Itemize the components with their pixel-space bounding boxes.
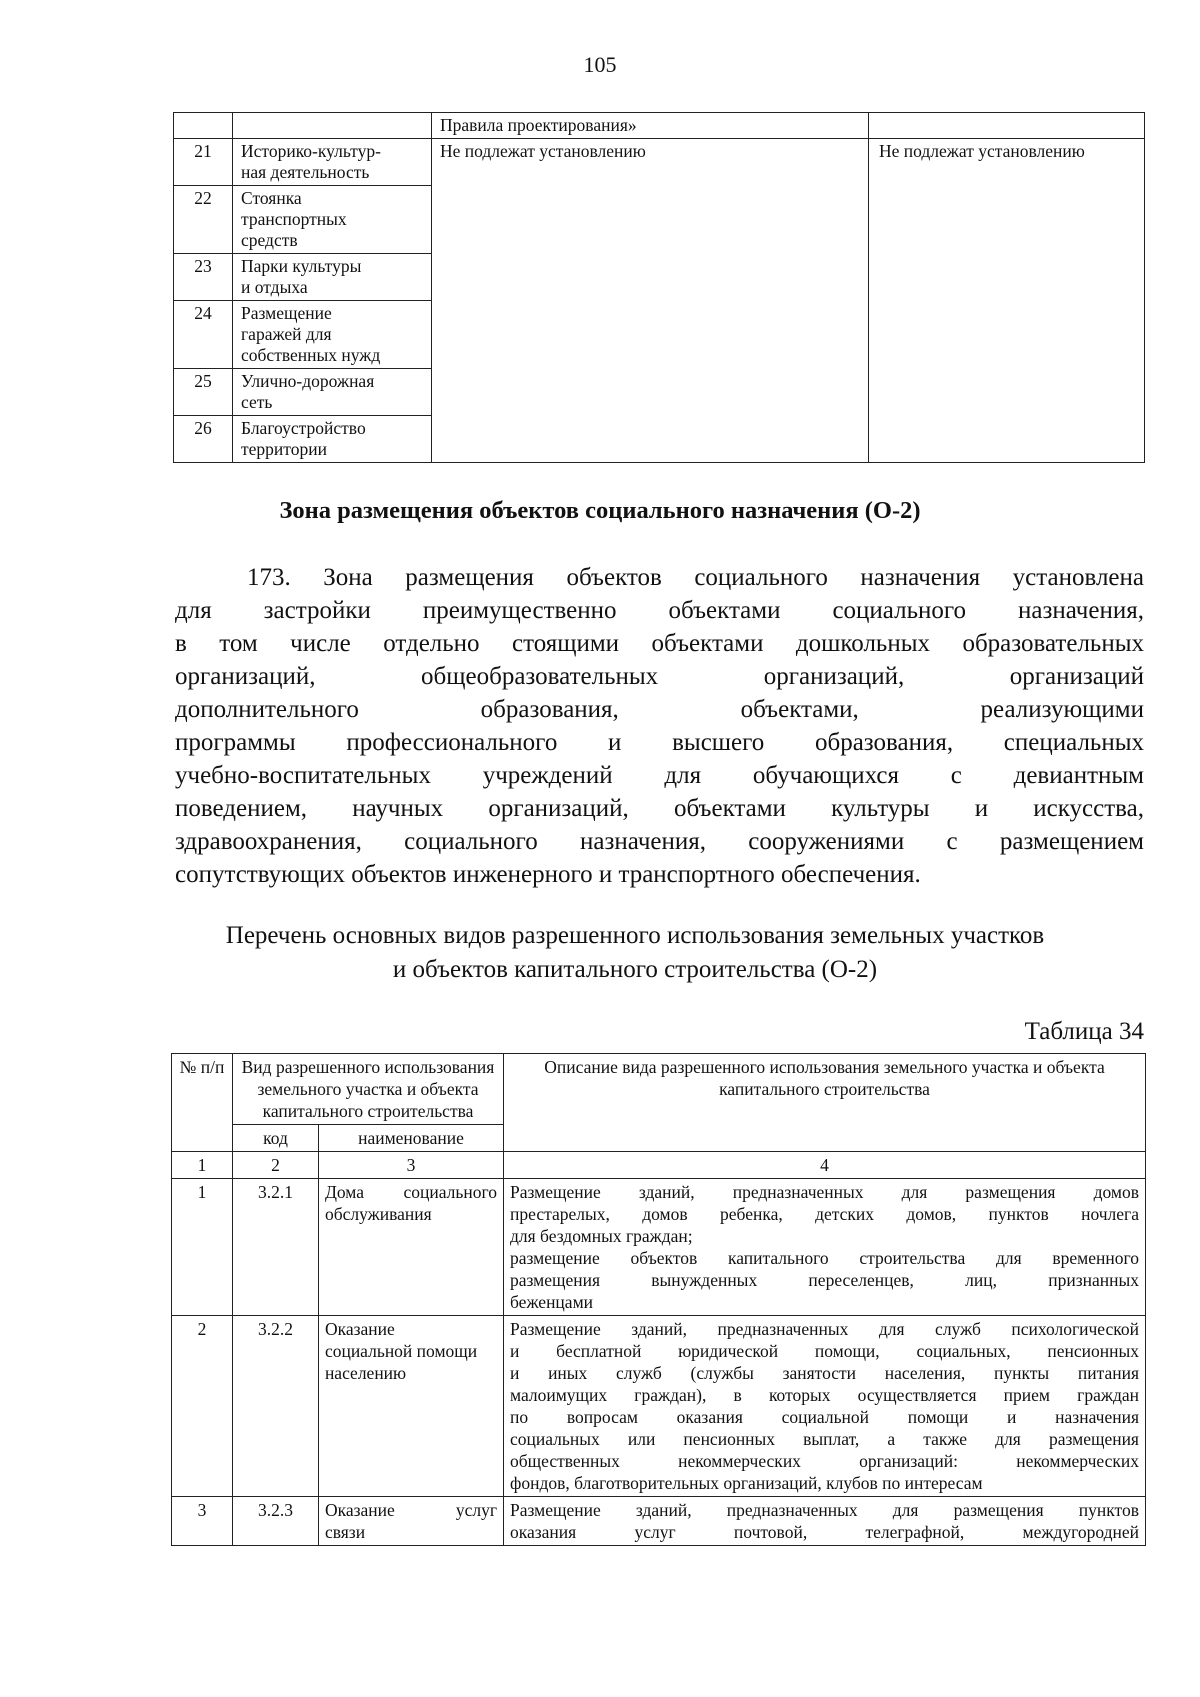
use-name: Оказание услуг связи xyxy=(318,1497,503,1546)
header-vid: Вид разрешенного использования земельного участка и объекта капитального строительства xyxy=(233,1054,504,1125)
use-code: 3.2.1 xyxy=(233,1179,319,1316)
table-index-row: 1 2 3 4 xyxy=(172,1152,1146,1179)
use-name: Оказание социальной помощи населению xyxy=(318,1316,503,1497)
use-name: Парки культуры и отдыха xyxy=(233,254,432,301)
header-num: № п/п xyxy=(172,1054,233,1152)
paragraph-173: 173. Зона размещения объектов социального назначения установлена для застройки преимущественно объектами социального назначения, в том числе отдельно стоящими объектами дошкольных образовательных организаций, общеобразовательных организаций, организаций дополнительного образования, объектами, реализующими программы профессионального и высшего образования, специальных учебно-воспитательных учреждений для обучающихся с девиантным поведением, научных организаций, объектами культуры и искусства, здравоохранения, социального назначения, сооружениями с размещением сопутствующих объектов инженерного и транспортного обеспечения. xyxy=(175,564,1144,888)
page-number: 105 xyxy=(583,52,617,77)
table-row xyxy=(172,1179,1146,1316)
previous-table-continuation xyxy=(173,112,1145,463)
use-description: Размещение зданий, предназначенных для размещения пунктов оказания услуг почтовой, телеграфной, междугородней xyxy=(504,1497,1146,1546)
row-number: 26 xyxy=(174,416,233,463)
use-name: Благоустройство территории xyxy=(233,416,432,463)
header-desc: Описание вида разрешенного использования земельного участка и объекта капитального строительства xyxy=(504,1054,1146,1152)
use-description: Размещение зданий, предназначенных для служб психологической и бесплатной юридической помощи, социальных, пенсионных и иных служб (службы занятости населения, пункты питания малоимущих граждан), в которых осуществляется прием граждан по вопросам оказания социальной помощи и назначения социальных или пенсионных выплат, а также для размещения общественных некоммерческих организаций: некоммерческих фондов, благотворительных организаций, клубов по интересам xyxy=(504,1316,1146,1497)
table-row xyxy=(172,1316,1146,1497)
table-caption: Таблица 34 xyxy=(1024,1018,1144,1045)
row-number: 3 xyxy=(172,1497,233,1546)
row-number: 24 xyxy=(174,301,233,369)
table-row xyxy=(174,113,1145,139)
use-code: 3.2.3 xyxy=(233,1497,319,1546)
list-heading: Перечень основных видов разрешенного использования земельных участков и объектов капитального строительства (О-2) xyxy=(225,922,1045,983)
table-row xyxy=(174,139,1145,186)
use-name: Историко-культур- ная деятельность xyxy=(233,139,432,186)
row-number: 1 xyxy=(172,1179,233,1316)
use-description: Размещение зданий, предназначенных для размещения домов престарелых, домов ребенка, детских домов, пунктов ночлега для бездомных граждан; размещение объектов капитального строительства для временного размещения вынужденных переселенцев, лиц, признанных беженцами xyxy=(504,1179,1146,1316)
use-name: Дома социального обслуживания xyxy=(318,1179,503,1316)
table-header-row xyxy=(172,1054,1146,1125)
row-number: 22 xyxy=(174,186,233,254)
table-row xyxy=(172,1497,1146,1546)
not-established-cell: Не подлежат установлению xyxy=(432,139,869,463)
use-name: Размещение гаражей для собственных нужд xyxy=(233,301,432,369)
use-name: Стоянка транспортных средств xyxy=(233,186,432,254)
row-number: 21 xyxy=(174,139,233,186)
header-kod: код xyxy=(233,1125,319,1152)
zone-heading: Зона размещения объектов социального назначения (О-2) xyxy=(279,497,921,524)
row-number: 23 xyxy=(174,254,233,301)
table-cell: Правила проектирования» xyxy=(432,113,869,139)
not-established-cell: Не подлежат установлению xyxy=(869,139,1145,463)
row-number: 25 xyxy=(174,369,233,416)
row-number: 2 xyxy=(172,1316,233,1497)
use-name: Улично-дорожная сеть xyxy=(233,369,432,416)
header-naimenovanie: наименование xyxy=(318,1125,503,1152)
use-code: 3.2.2 xyxy=(233,1316,319,1497)
permitted-uses-table xyxy=(171,1053,1146,1546)
